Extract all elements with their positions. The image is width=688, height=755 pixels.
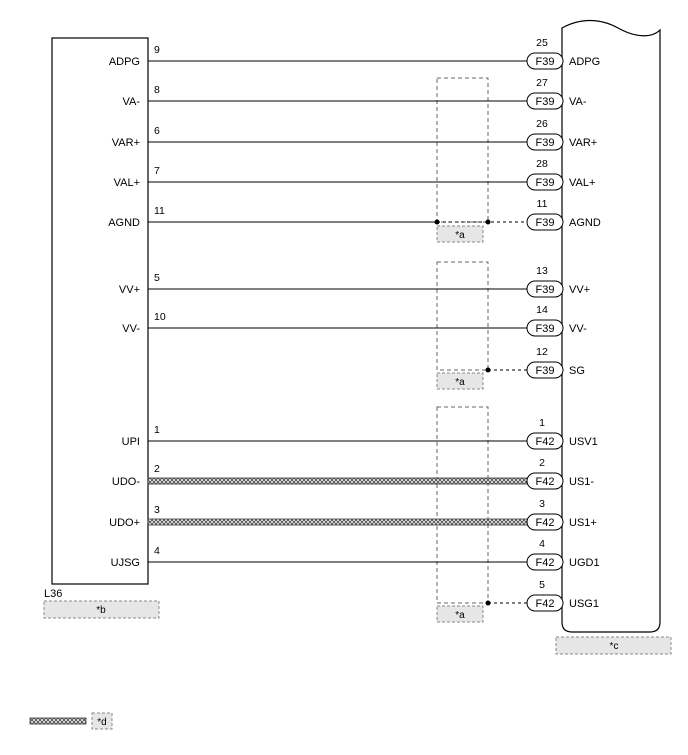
wire-udo-minus-twisted [148,478,527,484]
left-module-tag [44,601,159,618]
right-pin-number: 3 [539,498,545,510]
right-pin-label: AGND [569,217,601,229]
left-pin-label: UJSG [110,557,140,569]
connector-id: F39 [535,177,555,189]
shield-tag-1-text: *a [455,230,465,241]
connector-pill [527,554,563,570]
shield-tag-3-text: *a [455,610,465,621]
right-pin-number: 28 [536,158,548,170]
right-pin-label: US1+ [569,517,597,529]
left-pin-label: ADPG [108,56,140,68]
shield-tag-3 [437,606,483,622]
legend-tag-text: *d [97,717,107,728]
right-pin-label: UGD1 [569,557,600,569]
left-pin-label: VA- [122,96,140,108]
left-pin-number: 8 [154,84,160,96]
right-pin-label: USV1 [569,436,598,448]
splice-dot [435,220,440,225]
connector-id: F42 [535,436,555,448]
connector-pill [527,281,563,297]
left-pin-label: UDO- [111,476,140,488]
right-pin-number: 2 [539,457,545,469]
right-pin-label: US1- [569,476,595,488]
connector-id: F39 [535,323,555,335]
right-pin-number: 5 [539,579,545,591]
left-pin-label: UDO+ [109,517,140,529]
shield-tag-2 [437,373,483,389]
shield-tag-1 [437,226,483,242]
right-pin-number: 4 [539,538,545,550]
connector-pill [527,595,563,611]
left-pin-number: 2 [154,463,160,475]
connector-id: F42 [535,517,555,529]
left-pin-number: 5 [154,272,160,284]
right-pin-number: 1 [539,417,545,429]
connector-pill [527,214,563,230]
right-pin-number: 25 [536,37,548,49]
right-pin-label: USG1 [569,598,599,610]
connector-id: F39 [535,217,555,229]
right-pin-number: 12 [536,346,548,358]
right-pin-label: VV+ [569,284,591,296]
connector-pill [527,362,563,378]
left-pin-label: VV- [122,323,140,335]
connector-pill [527,53,563,69]
left-pin-number: 3 [154,504,160,516]
left-pin-number: 7 [154,165,160,177]
left-module-name: L36 [44,588,63,600]
right-pin-number: 14 [536,304,548,316]
right-pin-label: VAL+ [569,177,596,189]
splice-dot [486,601,491,606]
right-pin-label: VAR+ [569,137,598,149]
left-pin-number: 9 [154,44,160,56]
left-pin-label: VAL+ [113,177,140,189]
legend-tag [92,713,112,729]
right-pin-number: 11 [536,198,548,210]
left-pin-number: 11 [154,205,165,217]
splice-dot [486,220,491,225]
right-pin-label: VA- [569,96,587,108]
shield-box-2 [437,262,488,370]
right-module-tag [556,637,671,654]
connector-pill [527,174,563,190]
left-pin-label: UPI [121,436,140,448]
connector-id: F39 [535,284,555,296]
left-pin-number: 4 [154,545,160,557]
right-pin-label: ADPG [569,56,601,68]
legend-twisted-pair-swatch [30,718,86,724]
connector-pill [527,433,563,449]
connector-id: F42 [535,598,555,610]
left-pin-number: 10 [154,311,166,323]
wire-udo-plus-twisted [148,519,527,525]
shield-box-3 [437,407,488,603]
connector-id: F42 [535,557,555,569]
connector-id: F39 [535,96,555,108]
connector-pill [527,93,563,109]
connector-id: F39 [535,137,555,149]
left-pin-label: AGND [108,217,140,229]
right-module-tag-text: *c [609,641,619,652]
connector-pill [527,514,563,530]
splice-dot [486,368,491,373]
connector-id: F39 [535,56,555,68]
connector-pill [527,320,563,336]
left-pin-number: 6 [154,125,160,137]
left-pin-label: VV+ [118,284,140,296]
left-pin-label: VAR+ [111,137,140,149]
connector-pill [527,473,563,489]
shield-box-1 [437,78,488,222]
right-pin-number: 13 [536,265,548,277]
right-pin-label: SG [569,365,585,377]
right-pin-number: 26 [536,118,548,130]
connector-id: F39 [535,365,555,377]
right-pin-label: VV- [569,323,587,335]
right-pin-number: 27 [536,77,548,89]
connector-id: F42 [535,476,555,488]
left-module-tag-text: *b [96,605,106,616]
connector-pill [527,134,563,150]
left-module-box [52,38,148,584]
shield-tag-2-text: *a [455,377,465,388]
left-pin-number: 1 [154,424,160,436]
